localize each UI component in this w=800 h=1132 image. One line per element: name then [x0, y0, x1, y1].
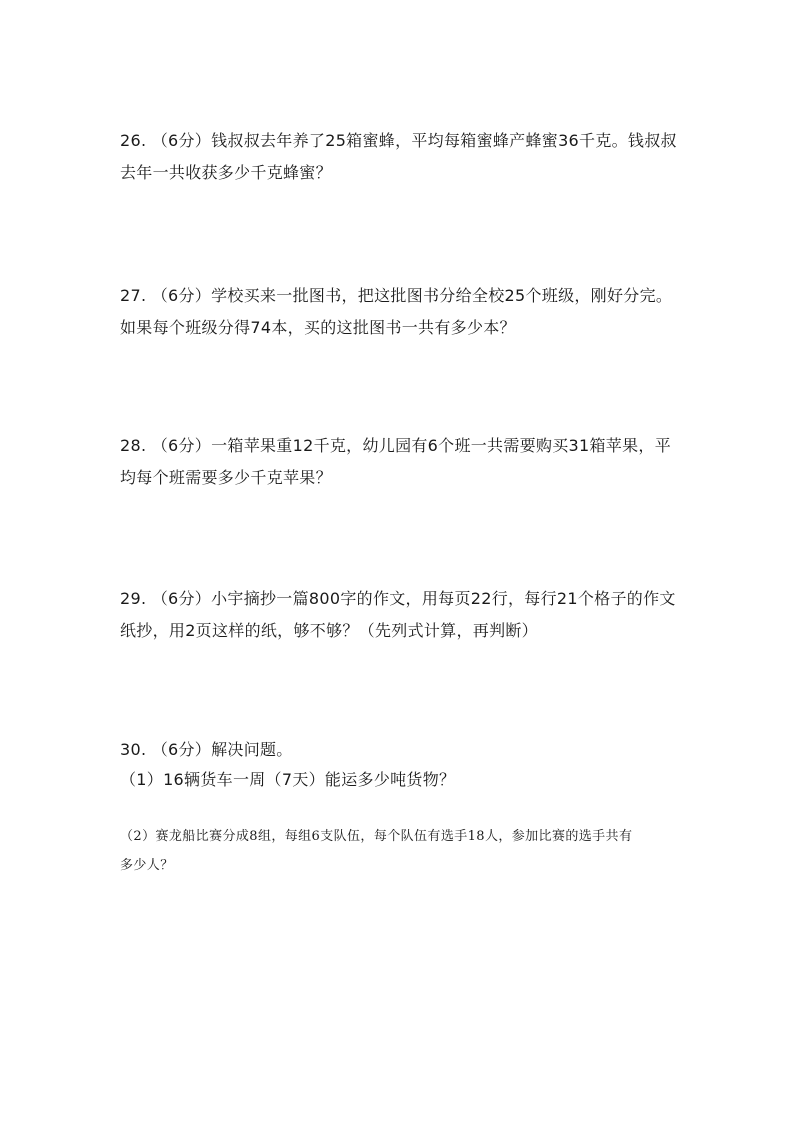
question-28 — [120, 430, 690, 494]
question-text-line: 均每个班需要多少千克苹果？ — [120, 468, 332, 487]
question-30 — [120, 735, 690, 795]
question-29 — [120, 583, 690, 647]
question-text-line: 纸抄，用2页这样的纸，够不够？（先列式计算，再判断） — [120, 621, 538, 640]
question-subpart-1: （1）16辆货车一周（7天）能运多少吨货物？ — [120, 770, 456, 789]
question-26 — [120, 125, 690, 189]
question-30-subpart-2 — [120, 822, 690, 880]
question-text-line: 30. （6分）解决问题。 — [120, 740, 293, 759]
question-text-line: 27. （6分）学校买来一批图书，把这批图书分给全校25个班级，刚好分完。 — [120, 286, 673, 305]
question-text-line: （2）赛龙船比赛分成8组，每组6支队伍，每个队伍有选手18人，参加比赛的选手共有 — [120, 829, 633, 844]
question-text-line: 26. （6分）钱叔叔去年养了25箱蜜蜂，平均每箱蜜蜂产蜂蜜36千克。钱叔叔 — [120, 131, 677, 150]
question-text-line: 去年一共收获多少千克蜂蜜？ — [120, 163, 332, 182]
question-text-line: 29. （6分）小宇摘抄一篇800字的作文，用每页22行，每行21个格子的作文 — [120, 589, 676, 608]
question-text-line: 如果每个班级分得74本，买的这批图书一共有多少本？ — [120, 318, 516, 337]
question-text-line: 28. （6分）一箱苹果重12千克，幼儿园有6个班一共需要购买31箱苹果，平 — [120, 436, 672, 455]
question-text-line: 多少人？ — [120, 858, 174, 873]
question-27 — [120, 280, 690, 344]
